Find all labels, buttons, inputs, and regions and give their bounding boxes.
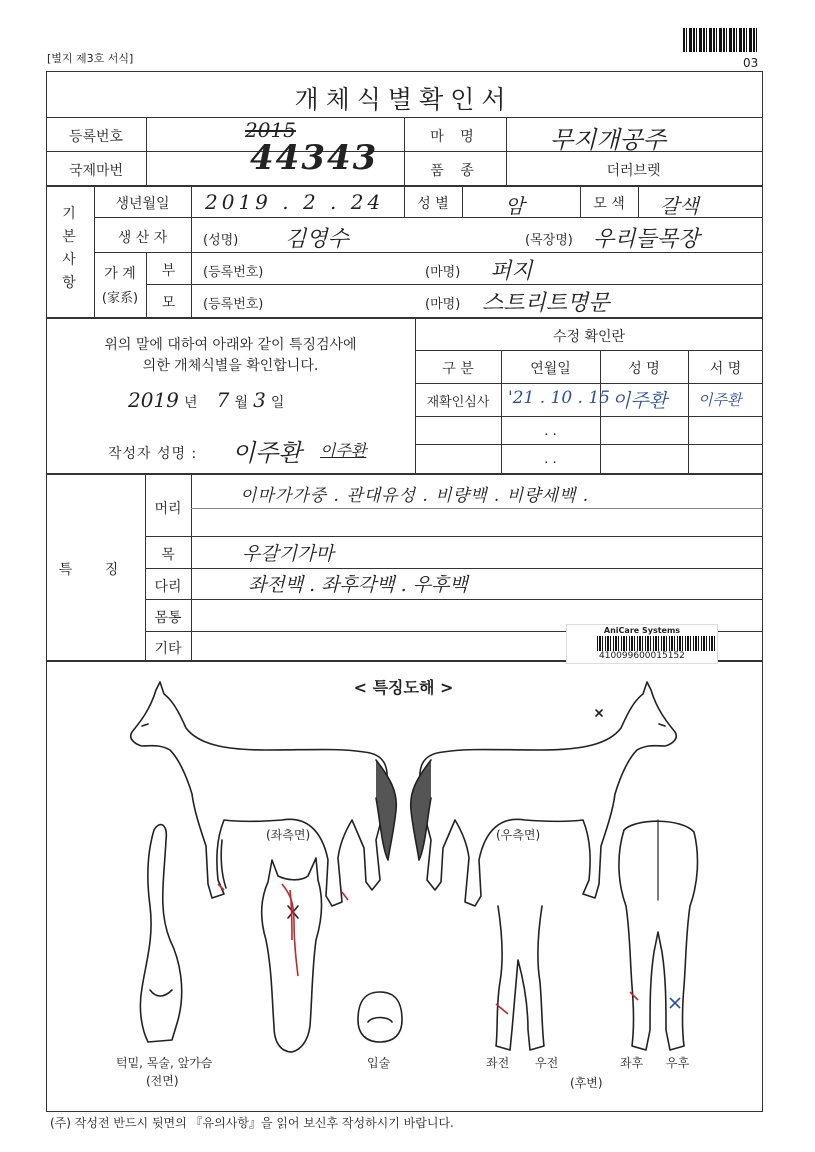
left-hind-caption: 좌후 xyxy=(620,1056,644,1070)
right-fore-caption: 우전 xyxy=(535,1056,559,1070)
rear-view-horse xyxy=(619,820,698,1050)
revision-row-name: 이주환 xyxy=(612,390,668,412)
farm-prefix: (목장명) xyxy=(525,233,573,248)
breeder-label: 생 산 자 xyxy=(117,230,168,246)
feature-other-label: 기타 xyxy=(154,641,182,657)
birth-value: 2019 . 2 . 24 xyxy=(205,190,385,214)
dam-name-prefix: (마명) xyxy=(425,297,461,312)
barcode-sticker xyxy=(566,624,718,664)
revision-row3-date: . . xyxy=(544,452,557,467)
confirm-month: 7 xyxy=(216,388,230,412)
footer-note: (주) 작성전 반드시 뒷면의 『유의사항』을 읽어 보신후 작성하시기 바랍니다. xyxy=(50,1116,454,1130)
face-front-horse xyxy=(262,858,322,1052)
form-number: [별지 제3호 서식] xyxy=(47,52,134,65)
sire-reg-prefix: (등록번호) xyxy=(203,265,264,280)
basic-section-label: 기본사항 xyxy=(62,206,76,291)
features-section-label: 특 징 xyxy=(58,562,133,578)
barcode-number: 410099600015152 xyxy=(599,651,685,661)
dam-reg-prefix: (등록번호) xyxy=(203,297,264,312)
confirm-day: 3 xyxy=(253,388,266,412)
muzzle-drawing xyxy=(358,992,402,1042)
revision-row-type: 재확인심사 xyxy=(426,395,490,410)
confirm-month-unit: 월 xyxy=(234,395,248,411)
breed-label: 품 종 xyxy=(430,163,480,179)
barcode-bars xyxy=(597,636,715,651)
front-caption-2: (전면) xyxy=(146,1074,179,1088)
revision-row-date: '21 . 10 . 15 xyxy=(508,388,610,408)
author-signature: 이주환 xyxy=(320,441,367,460)
color-label: 모 색 xyxy=(593,196,625,212)
revision-title: 수정 확인란 xyxy=(552,329,626,345)
left-side-horse xyxy=(131,682,397,906)
feature-body-label: 몸통 xyxy=(154,610,182,626)
dam-label: 모 xyxy=(161,295,176,311)
confirm-day-unit: 일 xyxy=(270,395,285,411)
right-hind-caption: 우후 xyxy=(666,1056,690,1070)
diagram-title: < 특징도해 > xyxy=(353,678,454,697)
feature-neck-label: 목 xyxy=(161,547,175,563)
reg-no-struck: 2015 xyxy=(245,118,296,142)
dam-name-value: 스트리트명문 xyxy=(482,291,610,316)
front-view-horse xyxy=(140,825,181,1042)
horse-name-label: 마 명 xyxy=(430,129,480,145)
sire-label: 부 xyxy=(161,263,176,279)
feature-legs-label: 다리 xyxy=(154,579,182,595)
front-caption-1: 턱밑, 목술, 앞가슴 xyxy=(116,1056,213,1070)
breeder-name-value: 김영수 xyxy=(285,227,349,252)
left-side-caption: (좌측면) xyxy=(266,828,311,842)
author-value: 이주환 xyxy=(232,439,302,467)
sire-name-value: 퍼지 xyxy=(490,259,533,284)
reg-no-value: 44343 xyxy=(250,138,379,178)
reg-no-label: 등록번호 xyxy=(68,129,124,145)
confirm-statement-2: 의한 개체식별을 확인합니다. xyxy=(142,358,319,374)
page-number: 03 xyxy=(743,56,759,70)
confirm-year-unit: 년 xyxy=(184,395,198,411)
feature-neck-value: 우갈기가마 xyxy=(242,543,334,565)
lips-caption: 입술 xyxy=(367,1056,391,1070)
feature-head-label: 머리 xyxy=(154,501,182,517)
revision-header-date: 연월일 xyxy=(530,361,571,377)
pedigree-label: 가 계 xyxy=(104,266,136,282)
sex-label: 성 별 xyxy=(417,196,449,212)
page-title: 개체식별확인서 xyxy=(294,85,513,114)
left-fore-caption: 좌전 xyxy=(486,1056,510,1070)
feature-legs-value: 좌전백 . 좌후각백 . 우후백 xyxy=(248,574,468,596)
horse-diagram xyxy=(46,670,761,1110)
rear-caption: (후변) xyxy=(570,1076,603,1090)
right-side-horse xyxy=(411,682,677,906)
revision-row-sign: 이주환 xyxy=(698,391,742,409)
confirm-year: 2019 xyxy=(128,388,179,412)
breeder-name-prefix: (성명) xyxy=(203,233,239,248)
confirm-date xyxy=(128,388,284,412)
horse-name-value: 무지개공주 xyxy=(550,126,666,154)
sex-value: 암 xyxy=(505,194,525,218)
author-label: 작성자 성명 : xyxy=(108,446,198,462)
right-side-caption: (우측면) xyxy=(496,828,541,842)
top-barcode xyxy=(683,28,759,52)
front-legs-horse xyxy=(496,906,544,1050)
intl-no-label: 국제마번 xyxy=(68,163,124,179)
feature-head-value: 이마가가중 . 관대유성 . 비량백 . 비량세백 . xyxy=(240,486,590,506)
revision-header-name: 성 명 xyxy=(628,361,660,377)
revision-row2-date: . . xyxy=(544,424,557,439)
farm-value: 우리들목장 xyxy=(593,227,700,252)
color-value: 갈색 xyxy=(660,194,699,218)
revision-header-type: 구 분 xyxy=(442,361,474,377)
revision-header-sign: 서 명 xyxy=(709,361,742,377)
sire-name-prefix: (마명) xyxy=(425,265,461,280)
breed-value: 더러브렛 xyxy=(606,163,661,179)
birth-label: 생년월일 xyxy=(115,196,170,212)
barcode-company: AniCare Systems xyxy=(603,626,681,635)
confirm-statement-1: 위의 말에 대하여 아래와 같이 특징검사에 xyxy=(104,337,357,353)
pedigree-label-hanja: (家系) xyxy=(101,291,139,306)
